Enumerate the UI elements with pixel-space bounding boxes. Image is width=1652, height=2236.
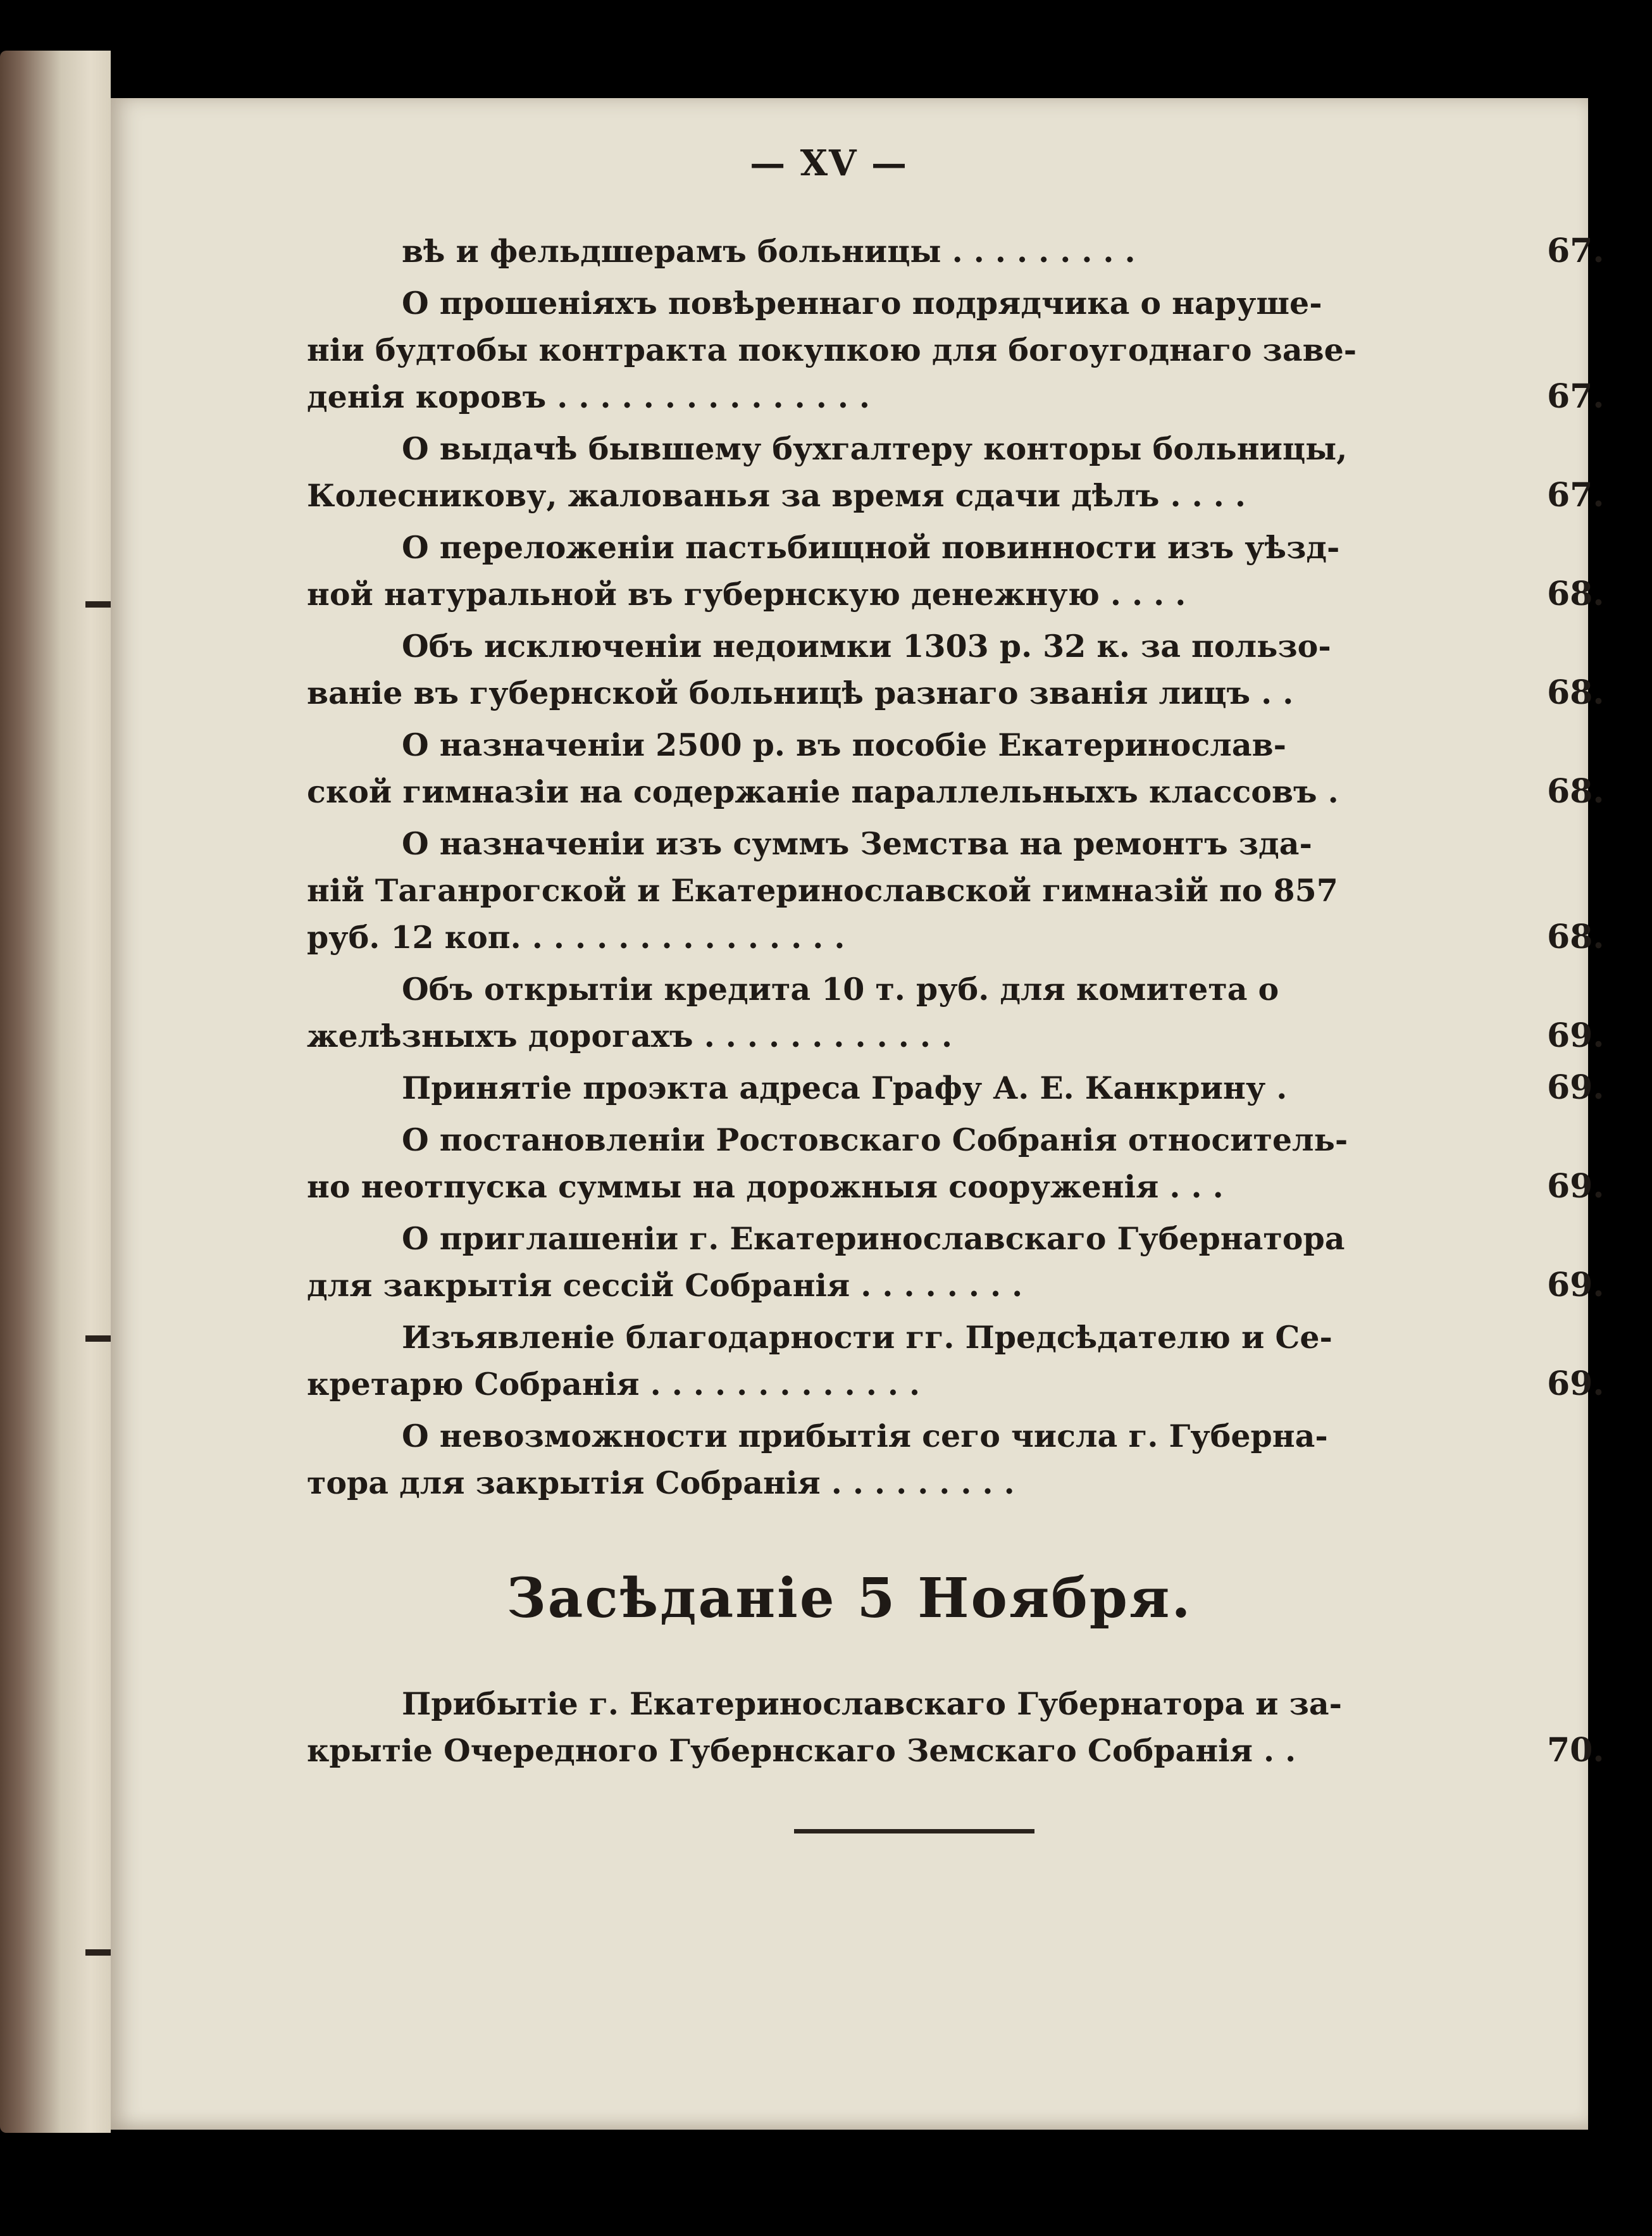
toc-entry-page: 69. <box>1547 1365 1605 1403</box>
toc-entry-line <box>307 327 1484 373</box>
toc-entry-text: тора для закрытія Собранія . . . . . . . . . <box>307 1465 1015 1501</box>
toc-entry-text: О выдачѣ бывшему бухгалтеру конторы больницы, <box>402 430 1348 467</box>
toc-entry-page: 68. <box>1547 673 1605 712</box>
toc-entry-text: О приглашеніи г. Екатеринославскаго Губернатора <box>402 1220 1345 1257</box>
toc-entry-text: для закрытія сессій Собранія . . . . . . . . <box>307 1267 1023 1304</box>
toc-entry-line <box>307 228 1605 275</box>
toc-entry-line <box>307 1215 1484 1262</box>
toc-entry-text: Прибытіе г. Екатеринославскаго Губернатора и за- <box>402 1685 1342 1722</box>
toc-entry-line <box>307 1459 1484 1506</box>
toc-entry-page: 69. <box>1547 1266 1605 1304</box>
toc-entry-line <box>307 524 1484 571</box>
closing-rule <box>794 1829 1034 1833</box>
toc-entry-text: ской гимназіи на содержаніе параллельныхъ классовъ . <box>307 773 1339 810</box>
toc-entry-text: но неотпуска суммы на дорожныя сооруженія . . . <box>307 1168 1224 1205</box>
toc-entry-page: 68. <box>1547 772 1605 811</box>
toc-entry-text: желѣзныхъ дорогахъ . . . . . . . . . . . . <box>307 1018 953 1054</box>
toc-entry-text: кретарю Собранія . . . . . . . . . . . . . <box>307 1366 921 1402</box>
toc-entry-text: Принятіе проэкта адреса Графу А. Е. Канкрину . <box>402 1070 1288 1106</box>
toc-entry-line <box>307 472 1605 519</box>
toc-entry-page: 67. <box>1547 476 1605 515</box>
toc-entry-line <box>307 425 1484 472</box>
binding-stitch <box>85 1335 111 1342</box>
toc-entry-line <box>307 1116 1484 1163</box>
toc-entry-line <box>307 867 1484 914</box>
toc-entry-text: Колесникову, жалованья за время сдачи дѣлъ . . . . <box>307 477 1246 514</box>
toc-entry-line <box>307 1065 1605 1111</box>
toc-entry-line <box>307 1262 1605 1309</box>
toc-entry-line <box>307 1680 1484 1727</box>
toc-entry-text: денія коровъ . . . . . . . . . . . . . . . <box>307 378 870 415</box>
toc-entry-line <box>307 1314 1484 1361</box>
book-binding <box>0 51 111 2133</box>
toc-entry-page: 70. <box>1547 1731 1605 1770</box>
binding-stitch <box>85 1949 111 1956</box>
toc-entry-text: Объ исключеніи недоимки 1303 р. 32 к. за пользо- <box>402 628 1331 665</box>
toc-entry-page: 68. <box>1547 918 1605 956</box>
toc-entry-text: ной натуральной въ губернскую денежную . . . . <box>307 576 1186 613</box>
toc-entry-page: 67. <box>1547 377 1605 416</box>
toc-entry-text: Изъявленіе благодарности гг. Предсѣдателю и Се- <box>402 1319 1332 1356</box>
toc-entry-text: Объ открытіи кредита 10 т. руб. для комитета о <box>402 971 1279 1008</box>
toc-entry-text: вѣ и фельдшерамъ больницы . . . . . . . . . <box>402 233 1136 270</box>
toc-entry-text: О назначеніи 2500 р. въ пособіе Екатеринослав- <box>402 727 1286 763</box>
toc-entry-page: 69. <box>1547 1068 1605 1107</box>
toc-entry-text: О невозможности прибытія сего числа г. Губерна- <box>402 1418 1328 1454</box>
section-title: Засѣданіе 5 Ноября. <box>506 1566 1193 1630</box>
toc-entry-line <box>307 914 1605 961</box>
toc-entry-page: 68. <box>1547 575 1605 613</box>
table-of-contents <box>307 228 1605 1511</box>
toc-entry-line <box>307 1163 1605 1210</box>
toc-entry-line <box>307 1727 1605 1774</box>
toc-entry-line <box>307 373 1605 420</box>
toc-entry-text: О назначеніи изъ суммъ Земства на ремонтъ зда- <box>402 825 1312 862</box>
toc-entry-page: 69. <box>1547 1167 1605 1206</box>
toc-entry-line <box>307 571 1605 618</box>
toc-entry-line <box>307 966 1484 1013</box>
toc-entry-text: крытіе Очередного Губернскаго Земскаго Собранія . . <box>307 1732 1296 1769</box>
toc-entry-line <box>307 670 1605 716</box>
toc-entry-line <box>307 1013 1605 1059</box>
toc-entry-line <box>307 768 1605 815</box>
toc-entry-text: О постановленіи Ростовскаго Собранія относитель- <box>402 1121 1348 1158</box>
toc-entry-page: 69. <box>1547 1016 1605 1055</box>
toc-entry-text: руб. 12 коп. . . . . . . . . . . . . . . . <box>307 919 845 956</box>
toc-entry-line <box>307 820 1484 867</box>
page-number: — XV — <box>750 142 908 184</box>
closing-entry <box>307 1680 1605 1774</box>
binding-stitch <box>85 601 111 608</box>
toc-entry-line <box>307 721 1484 768</box>
book-page <box>111 98 1605 2130</box>
toc-entry-text: О прошеніяхъ повѣреннаго подрядчика о наруше- <box>402 285 1322 322</box>
toc-entry-text: ній Таганрогской и Екатеринославской гимназій по 857 <box>307 872 1338 909</box>
toc-entry-page: 67. <box>1547 232 1605 270</box>
toc-entry-line <box>307 280 1484 327</box>
toc-entry-line <box>307 1361 1605 1408</box>
toc-entry-text: ваніе въ губернской больницѣ разнаго званія лицъ . . <box>307 675 1294 711</box>
toc-entry-line <box>307 623 1484 670</box>
toc-entry-text: ніи будтобы контракта покупкою для богоугоднаго заве- <box>307 332 1357 368</box>
toc-entry-line <box>307 1413 1484 1459</box>
toc-entry-text: О переложеніи пастьбищной повинности изъ уѣзд- <box>402 529 1340 566</box>
